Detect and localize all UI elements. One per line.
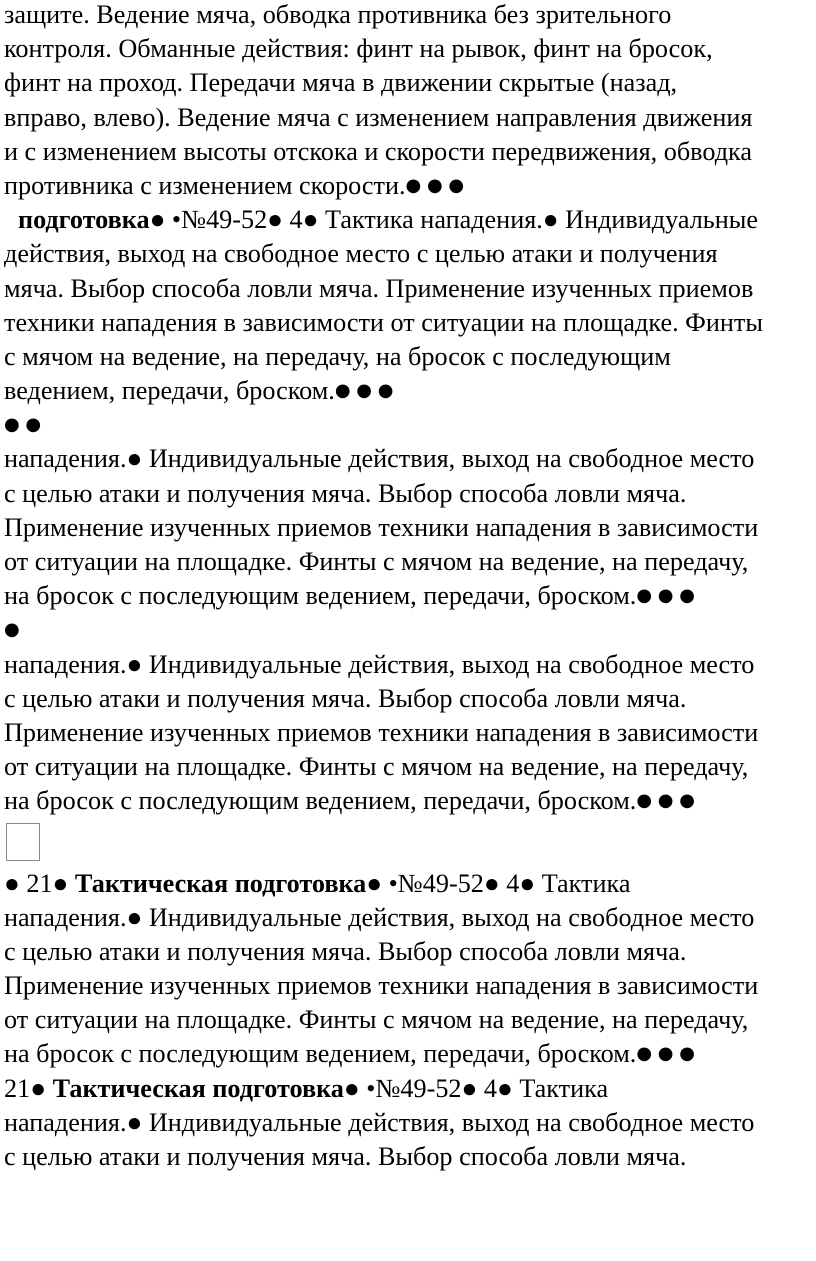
text-span: нападения. [4,649,127,679]
text-span: ● Индивидуальные [542,205,758,235]
text-line: Применение изученных приемов техники нападения в зависимости [4,512,759,542]
text-span: ● •№49-52● 4● Тактика [366,868,631,898]
text-line: финт на проход. Передачи мяча в движении скрытые (назад, [4,68,678,98]
text-line: с целью атаки и получения мяча. Выбор способа ловли мяча. [4,478,687,508]
text-span: 21● [4,1073,53,1103]
text-span: ● 21● [4,868,75,898]
text-line [4,169,812,203]
bullet-marks: ● ● ● [334,380,394,402]
text-line: с целью атаки и получения мяча. Выбор способа ловли мяча. [4,1142,687,1171]
text-line: Применение изученных приемов техники нападения в зависимости [4,971,759,1001]
text-line: и с изменением высоты отскока и скорости передвижения, обводка [4,136,752,166]
text-line: техники нападения в зависимости от ситуации на площадке. Финты [4,307,763,337]
text-line: защите. Ведение мяча, обводка противника без зрительного [4,0,672,29]
text-line: с целью атаки и получения мяча. Выбор способа ловли мяча. [4,683,687,713]
text-span: ● Индивидуальные действия, выход на свободное место [126,444,755,474]
text-line: действия, выход на свободное место с целью атаки и получения [4,239,718,269]
text-line: от ситуации на площадке. Финты с мячом на ведение, на передачу, [4,752,749,782]
text-line [4,442,812,476]
text-line [4,613,812,647]
text-line [4,408,812,442]
text-line: нападения.● Индивидуальные действия, выход на свободное место [4,1107,755,1137]
document-page [4,0,812,1174]
text-line [4,374,812,408]
text-line [4,1037,812,1071]
bullet-marks: ● ● ● [636,1043,695,1065]
bullet-marks: ● ● ● [636,585,695,607]
text-line: мяча. Выбор способа ловли мяча. Применение изученных приемов [4,273,754,303]
text-line: от ситуации на площадке. Финты с мячом на ведение, на передачу, [4,547,749,576]
text-line [4,1072,812,1106]
bullet-marks: ● ● ● [405,174,465,196]
text-line [4,784,812,818]
text-line [4,579,812,613]
text-line: Применение изученных приемов техники нападения в зависимости [4,717,759,747]
text-line: от ситуации на площадке. Финты с мячом на ведение, на передачу, [4,1005,749,1035]
bullet-marks: ● ● ● [636,790,695,812]
bullet-marks: ● [4,619,20,641]
text-span: противника с изменением скорости. [4,170,406,200]
text-span: на бросок с последующим ведением, передачи, броском. [4,786,637,816]
section-heading: Тактическая подготовка [52,1073,344,1103]
text-line: контроля. Обманные действия: финт на рывок, финт на бросок, [4,34,713,64]
text-line: с целью атаки и получения мяча. Выбор способа ловли мяча. [4,936,687,966]
text-line: вправо, влево). Ведение мяча с изменением направления движения [4,102,753,132]
text-line [4,203,812,237]
text-line [4,867,812,901]
text-span: ведением, передачи, броском. [4,376,335,406]
text-span: ● •№49-52● 4● Тактика [343,1073,609,1103]
text-span: на бросок с последующим ведением, передачи, броском. [4,1039,637,1069]
text-line [4,648,812,682]
text-span: на бросок с последующим ведением, передачи, броском. [4,581,637,611]
text-span: ● Индивидуальные действия, выход на свободное место [126,649,755,679]
empty-box [6,823,40,861]
bullet-marks: ● ● [4,414,42,436]
text-span: нападения. [4,444,127,474]
text-span: ● •№49-52● 4● Тактика нападения. [149,205,543,235]
section-heading: Тактическая подготовка [74,868,367,898]
text-line: с мячом на ведение, на передачу, на бросок с последующим [4,341,671,371]
text-line: нападения.● Индивидуальные действия, выход на свободное место [4,902,755,932]
section-heading: подготовка [18,205,150,235]
